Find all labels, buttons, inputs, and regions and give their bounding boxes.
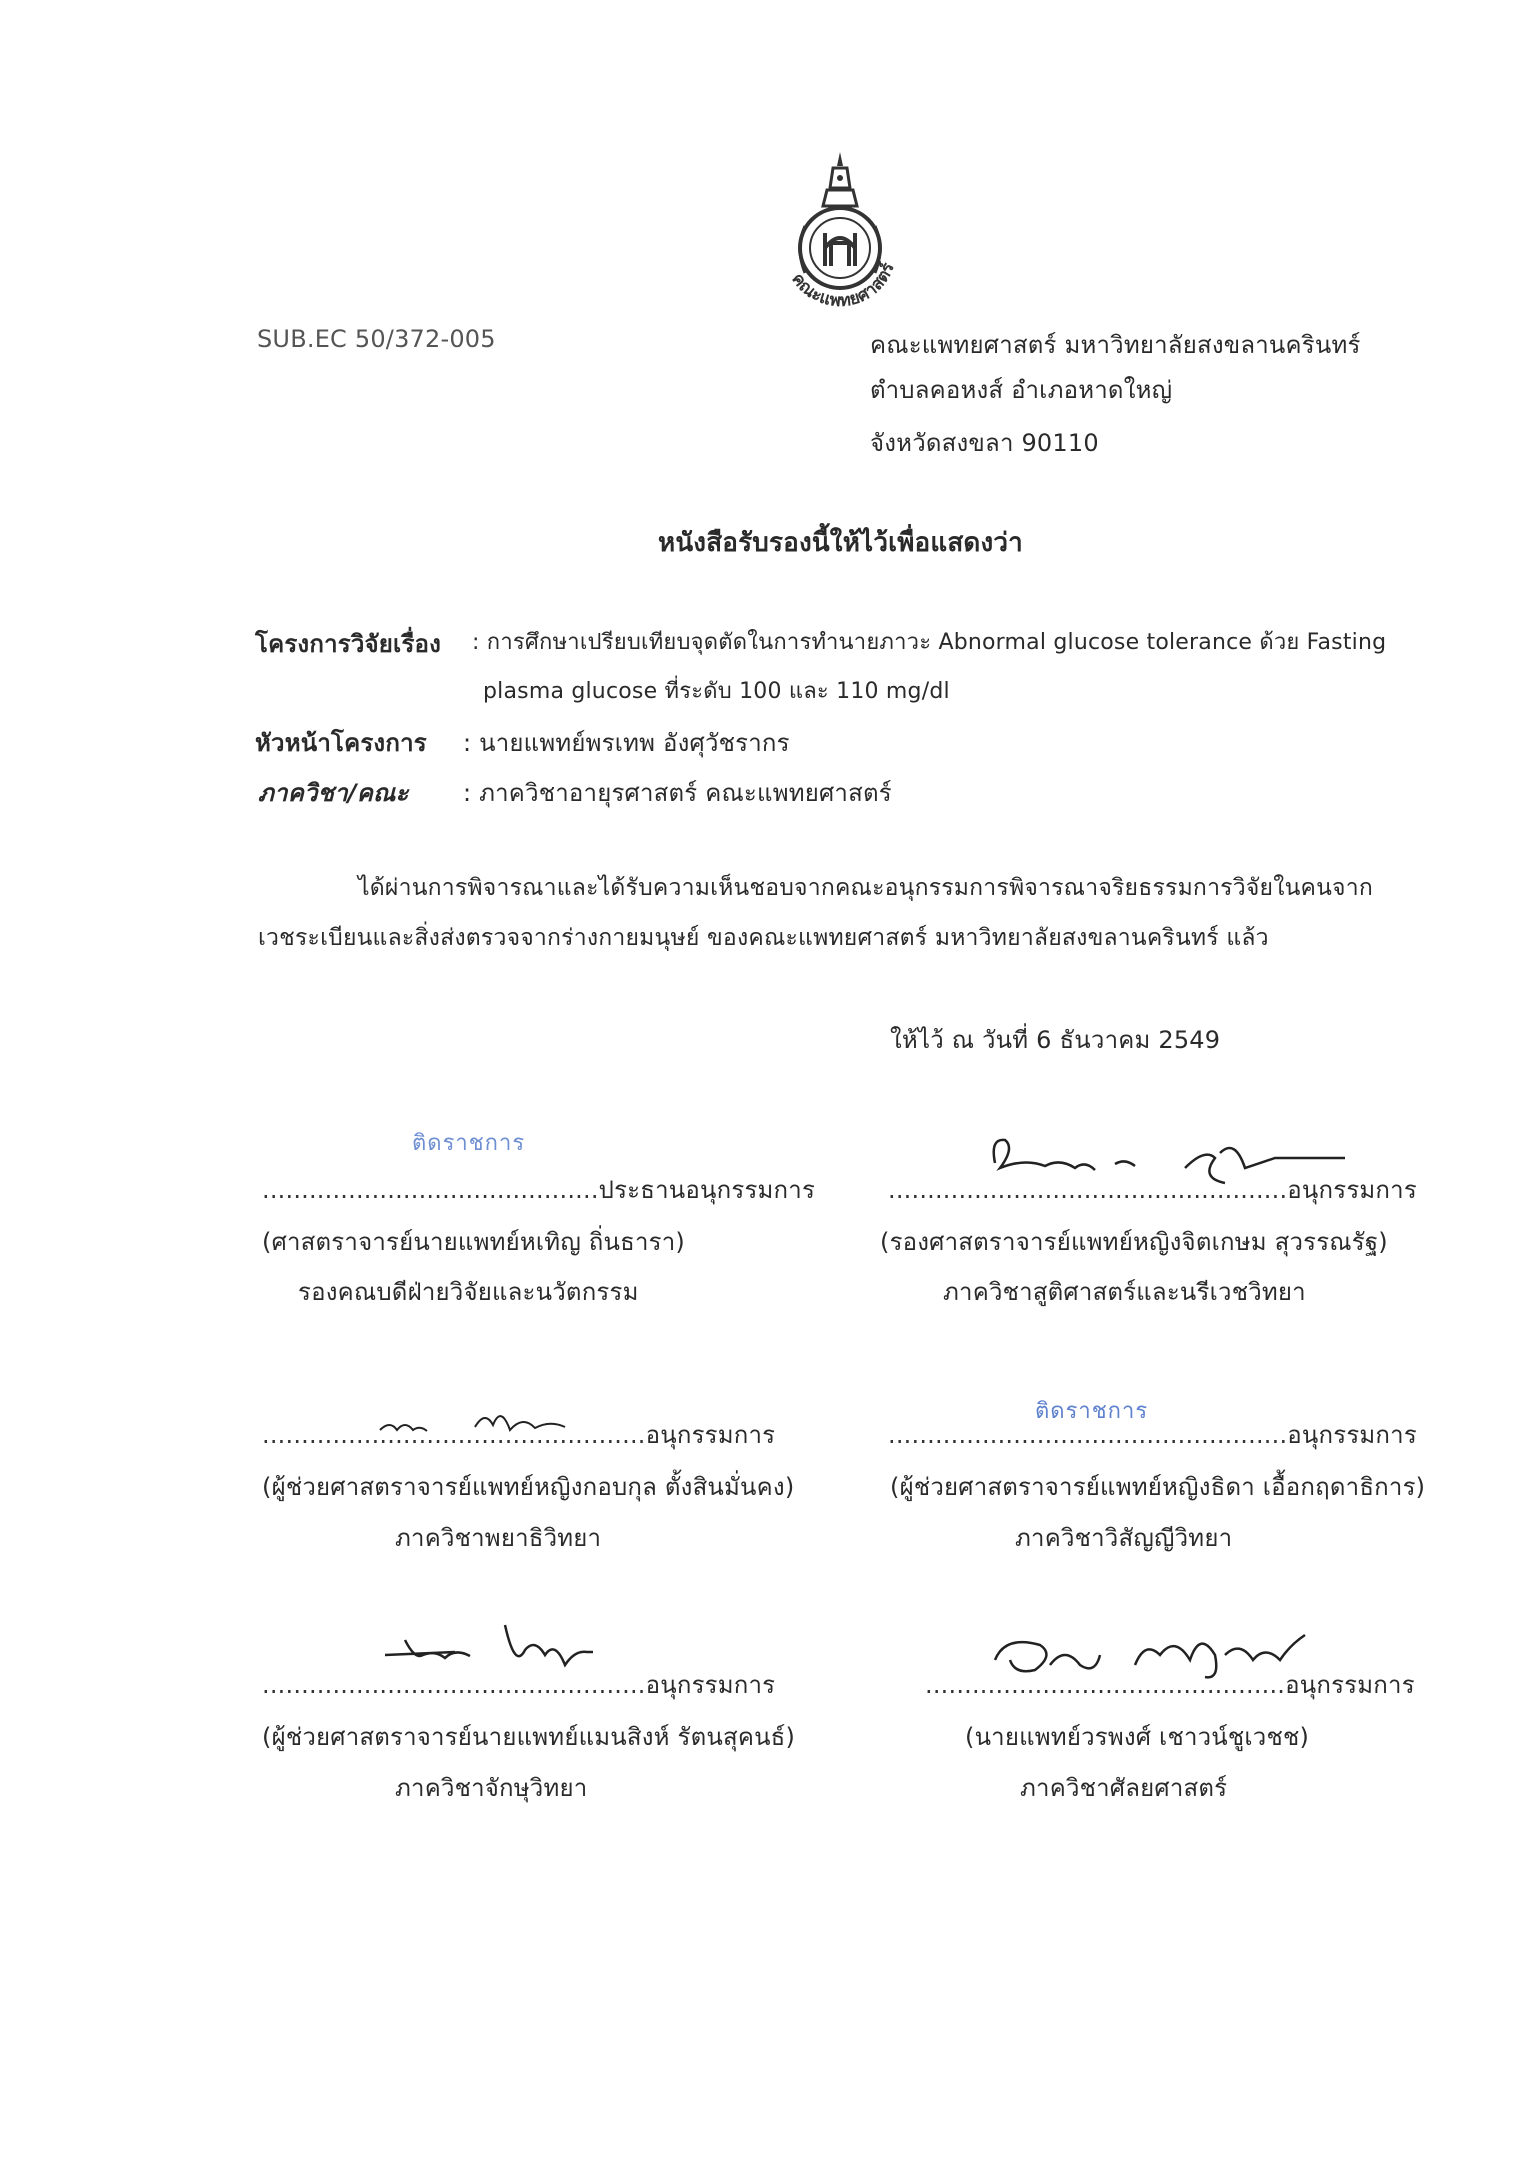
- signatory-role: อนุกรรมการ: [1285, 1671, 1415, 1699]
- signatory-name: (รองศาสตราจารย์แพทย์หญิงจิตเกษม สุวรรณรัฐ): [880, 1228, 1388, 1256]
- project-title-label: โครงการวิจัยเรื่อง: [255, 630, 442, 658]
- address-line-1: คณะแพทยศาสตร์ มหาวิทยาลัยสงขลานครินทร์: [870, 331, 1361, 359]
- signatory-position: ภาควิชาสูติศาสตร์และนรีเวชวิทยา: [943, 1278, 1306, 1306]
- body-line-2: เวชระเบียนและสิ่งส่งตรวจจากร่างกายมนุษย์ ของคณะแพทยศาสตร์ มหาวิทยาลัยสงขลานครินทร์ แล้ว: [258, 925, 1269, 951]
- signature-line-member-3: ...................................................อนุกรรมการ: [888, 1421, 1417, 1449]
- signatory-name: (ศาสตราจารย์นายแพทย์หเทิญ ถิ่นธารา): [262, 1228, 685, 1256]
- signatory-role: อนุกรรมการ: [645, 1421, 776, 1449]
- signatory-position: ภาควิชาศัลยศาสตร์: [1020, 1774, 1228, 1802]
- signatory-role: ประธานอนุกรรมการ: [598, 1176, 816, 1204]
- document-title: หนังสือรับรองนี้ให้ไว้เพื่อแสดงว่า: [658, 528, 1023, 558]
- signature-line-member-5: ..............................................อนุกรรมการ: [925, 1671, 1415, 1699]
- department-value: : ภาควิชาอายุรศาสตร์ คณะแพทยศาสตร์: [463, 779, 892, 807]
- signature-line-chair: ...........................................ประธานอนุกรรมการ: [262, 1176, 816, 1204]
- stamp-on-duty: ติดราชการ: [412, 1131, 526, 1156]
- body-line-1: ได้ผ่านการพิจารณาและได้รับความเห็นชอบจากคณะอนุกรรมการพิจารณาจริยธรรมการวิจัยในคนจาก: [358, 875, 1373, 901]
- issue-date: ให้ไว้ ณ วันที่ 6 ธันวาคม 2549: [890, 1026, 1221, 1054]
- signatory-name: (ผู้ช่วยศาสตราจารย์แพทย์หญิงกอบกุล ตั้งสินมั่นคง): [262, 1473, 795, 1501]
- address-line-2: ตำบลคอหงส์ อำเภอหาดใหญ่: [870, 376, 1173, 404]
- reference-number: SUB.EC 50/372-005: [257, 325, 496, 353]
- project-title-line-2: plasma glucose ที่ระดับ 100 และ 110 mg/dl: [483, 679, 950, 704]
- signatory-role: อนุกรรมการ: [1287, 1176, 1417, 1204]
- signatory-role: อนุกรรมการ: [1287, 1421, 1417, 1449]
- signatory-name: (ผู้ช่วยศาสตราจารย์นายแพทย์แมนสิงห์ รัตนสุคนธ์): [262, 1723, 796, 1751]
- signatory-position: ภาควิชาพยาธิวิทยา: [395, 1524, 602, 1552]
- signatory-role: อนุกรรมการ: [645, 1671, 776, 1699]
- signatory-name: (ผู้ช่วยศาสตราจารย์แพทย์หญิงธิดา เอื้อกฤดาธิการ): [890, 1473, 1426, 1501]
- faculty-seal-logo: [765, 148, 915, 323]
- project-leader-value: : นายแพทย์พรเทพ อังศุวัชรากร: [463, 729, 790, 757]
- project-leader-label: หัวหน้าโครงการ: [255, 729, 427, 757]
- signatory-position: ภาควิชาวิสัญญีวิทยา: [1015, 1524, 1233, 1552]
- department-label: ภาควิชา/คณะ: [258, 779, 409, 807]
- stamp-on-duty: ติดราชการ: [1035, 1399, 1149, 1424]
- signatory-position: รองคณบดีฝ่ายวิจัยและนวัตกรรม: [298, 1278, 639, 1306]
- signature-line-member-2: .................................................อนุกรรมการ: [262, 1421, 776, 1449]
- signature-line-member-1: ...................................................อนุกรรมการ: [888, 1176, 1417, 1204]
- svg-text:คณะแพทยศาสตร์: คณะแพทยศาสตร์: [787, 260, 899, 312]
- signatory-position: ภาควิชาจักษุวิทยา: [395, 1774, 588, 1802]
- signature-line-member-4: .................................................อนุกรรมการ: [262, 1671, 776, 1699]
- address-line-3: จังหวัดสงขลา 90110: [870, 429, 1099, 457]
- signatory-name: (นายแพทย์วรพงศ์ เชาวน์ชูเวชช): [965, 1723, 1310, 1751]
- project-title-line-1: : การศึกษาเปรียบเทียบจุดตัดในการทำนายภาวะ Abnormal glucose tolerance ด้วย Fasting: [472, 630, 1387, 655]
